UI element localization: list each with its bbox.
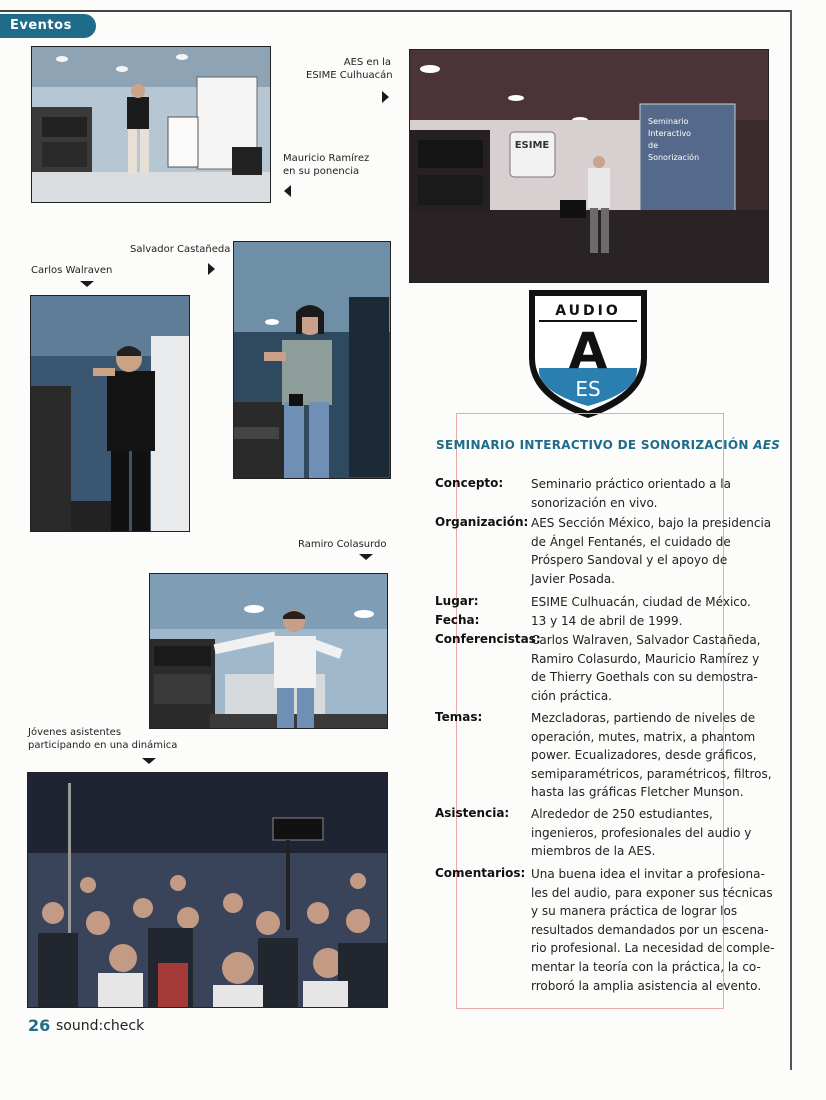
screen-line-4: Sonorización bbox=[648, 153, 700, 162]
info-value-line: Seminario práctico orientado a la bbox=[531, 477, 731, 491]
info-value-line: Alrededor de 250 estudiantes, bbox=[531, 807, 713, 821]
info-label: Organización: bbox=[435, 515, 529, 529]
info-value bbox=[531, 709, 772, 802]
section-tag: Eventos bbox=[0, 14, 96, 38]
arrow-down-icon bbox=[359, 554, 373, 560]
caption-jovenes-line1: Jóvenes asistentes bbox=[28, 727, 122, 738]
caption-carlos: Carlos Walraven bbox=[31, 265, 113, 276]
info-label: Lugar: bbox=[435, 594, 479, 608]
caption-jovenes bbox=[28, 726, 177, 752]
screen-line-1: Seminario bbox=[648, 117, 689, 126]
caption-jovenes-line2: participando en una dinámica bbox=[28, 740, 178, 751]
info-value-line: 13 y 14 de abril de 1999. bbox=[531, 614, 683, 628]
info-value-line: Próspero Sandoval y el apoyo de bbox=[531, 553, 728, 568]
info-value-line: semiparamétricos, paramétricos, filtros, bbox=[531, 766, 772, 781]
info-value-line: ingenieros, profesionales del audio y bbox=[531, 825, 752, 840]
info-value-line: y su manera práctica de lograr los bbox=[531, 904, 738, 919]
logo-letter: A bbox=[568, 322, 608, 380]
photo-esime-auditorium bbox=[409, 49, 769, 283]
info-value-line: de Thierry Goethals con su demostra- bbox=[531, 670, 758, 685]
info-title-text: SEMINARIO INTERACTIVO DE SONORIZACIÓN bbox=[436, 438, 749, 452]
top-rule bbox=[0, 10, 790, 12]
screen-line-3: de bbox=[648, 141, 658, 150]
info-value-line: AES Sección México, bajo la presidencia bbox=[531, 516, 772, 530]
info-value bbox=[531, 865, 775, 995]
aes-logo bbox=[527, 288, 649, 420]
logo-top-text: AUDIO bbox=[555, 303, 621, 319]
info-label: Conferencistas: bbox=[435, 632, 541, 646]
info-value-line: power. Ecualizadores, desde gráficos, bbox=[531, 748, 757, 763]
info-value-line: ESIME Culhuacán, ciudad de México. bbox=[531, 595, 751, 609]
photo-mauricio-ponencia bbox=[31, 46, 271, 203]
info-value-line: operación, mutes, matrix, a phantom bbox=[531, 729, 756, 744]
info-label: Asistencia: bbox=[435, 806, 510, 820]
info-value bbox=[531, 475, 745, 512]
arrow-left-icon bbox=[284, 185, 291, 197]
caption-aes-esime-line1: AES en la bbox=[343, 57, 391, 68]
info-title-italic: AES bbox=[753, 438, 781, 452]
caption-mauricio-line2: en su ponencia bbox=[283, 166, 360, 177]
info-value bbox=[531, 631, 761, 705]
magazine-name: sound:check bbox=[56, 1018, 145, 1034]
info-title bbox=[436, 438, 780, 452]
info-value-line: Ramiro Colasurdo, Mauricio Ramírez y bbox=[531, 651, 760, 666]
info-value-line: rio profesional. La necesidad de comple- bbox=[531, 941, 775, 956]
logo-bottom-text: ES bbox=[575, 377, 601, 401]
caption-ramiro: Ramiro Colasurdo bbox=[298, 539, 387, 550]
info-value-line: resultados demandados por un escena- bbox=[531, 922, 769, 937]
photo-ramiro-colasurdo bbox=[149, 573, 388, 729]
info-value bbox=[531, 514, 772, 588]
page-number: 26 bbox=[28, 1016, 51, 1035]
info-value-line: hasta las gráficas Fletcher Munson. bbox=[531, 785, 744, 800]
info-value-line: de Ángel Fentanés, el cuidado de bbox=[531, 534, 731, 549]
arrow-down-icon bbox=[142, 758, 156, 764]
screen-line-2: Interactivo bbox=[648, 129, 692, 138]
info-value-line: sonorización en vivo. bbox=[531, 495, 658, 510]
info-value-line: Javier Posada. bbox=[531, 571, 615, 586]
info-value-line: rroboró la amplia asistencia al evento. bbox=[531, 978, 762, 993]
caption-aes-esime bbox=[306, 56, 393, 82]
info-value-line: Una buena idea el invitar a profesiona- bbox=[531, 867, 765, 881]
info-value-line: les del audio, para exponer sus técnicas bbox=[531, 885, 773, 900]
right-rule bbox=[790, 10, 792, 1070]
info-value-line: miembros de la AES. bbox=[531, 844, 656, 859]
banner-text: ESIME bbox=[514, 140, 550, 151]
info-value bbox=[531, 593, 751, 612]
caption-aes-esime-line2: ESIME Culhuacán bbox=[306, 70, 393, 81]
arrow-down-icon bbox=[80, 281, 94, 287]
info-value-line: Carlos Walraven, Salvador Castañeda, bbox=[531, 633, 761, 647]
info-label: Fecha: bbox=[435, 613, 480, 627]
info-value-line: ción práctica. bbox=[531, 688, 612, 703]
info-value-line: Mezcladoras, partiendo de niveles de bbox=[531, 711, 756, 725]
photo-carlos-walraven bbox=[30, 295, 190, 532]
caption-mauricio-line1: Mauricio Ramírez bbox=[283, 153, 370, 164]
arrow-right-icon bbox=[208, 263, 215, 275]
info-label: Comentarios: bbox=[435, 866, 526, 880]
info-value bbox=[531, 612, 745, 631]
arrow-right-icon bbox=[382, 91, 389, 103]
photo-salvador-castaneda bbox=[233, 241, 391, 479]
info-label: Temas: bbox=[435, 710, 483, 724]
photo-jovenes-asistentes bbox=[27, 772, 388, 1008]
info-value-line: mentar la teoría con la práctica, la co- bbox=[531, 959, 761, 974]
info-label: Concepto: bbox=[435, 476, 504, 490]
info-value bbox=[531, 805, 752, 861]
caption-salvador: Salvador Castañeda bbox=[130, 244, 231, 255]
caption-mauricio bbox=[283, 152, 369, 178]
